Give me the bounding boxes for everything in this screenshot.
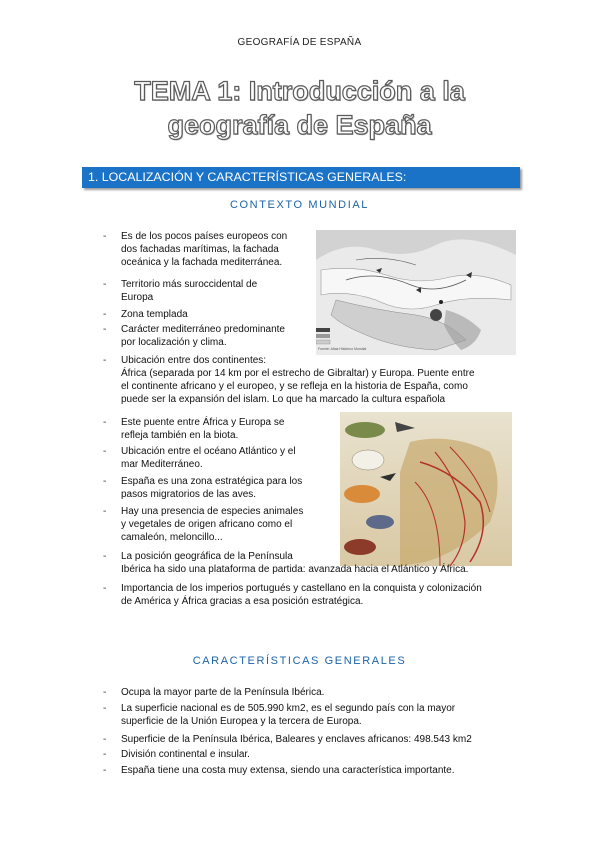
bullet-dash: - (103, 583, 107, 594)
map-source-caption: Fuente: Atlas Histórico Mundial (318, 347, 367, 351)
subtitle-contexto-mundial: CONTEXTO MUNDIAL (229, 199, 370, 211)
bird-migration-illustration (340, 412, 512, 566)
bullet-dash: - (103, 734, 107, 745)
bullet-dash: - (103, 324, 107, 335)
bullet-imperios: Importancia de los imperios portugués y castellano en la conquista y colonización de América y África gracias a esa posición estratégica. (121, 583, 482, 607)
bullet-division: División continental e insular. (121, 749, 250, 760)
bullet-territorio: Territorio más suroccidental de Europa (121, 279, 258, 303)
bullet-dash: - (103, 506, 107, 517)
bullet-dash: - (103, 309, 107, 320)
bullet-dash: - (103, 279, 107, 290)
bullet-plataforma-partida: La posición geográfica de la Península Ibérica ha sido una plataforma de partida: avanzada hacia el Atlántico y África. (121, 551, 469, 575)
title-line-1: TEMA 1: Introducción a la (134, 76, 465, 106)
page-header: GEOGRAFÍA DE ESPAÑA (237, 37, 362, 48)
bullet-dash: - (103, 476, 107, 487)
bullet-dash: - (103, 446, 107, 457)
bullet-especies-africanas: Hay una presencia de especies animales y vegetales de origen africano como el camaleón, meloncillo... (121, 506, 304, 543)
bullet-superficie-peninsula: Superficie de la Península Ibérica, Baleares y enclaves africanos: 498.543 km2 (121, 734, 472, 745)
bullet-zona-templada: Zona templada (121, 309, 188, 320)
bullet-dash: - (103, 355, 107, 366)
bullet-dash: - (103, 749, 107, 760)
bullet-dash: - (103, 703, 107, 714)
subtitle-caracteristicas-generales: CARACTERÍSTICAS GENERALES (192, 655, 407, 667)
title-line-2: geografía de España (167, 110, 432, 140)
bullet-dash: - (103, 231, 107, 242)
bullet-caracter-mediterraneo: Carácter mediterráneo predominante por localización y clima. (121, 324, 285, 348)
bullet-ubicacion-continentes: Ubicación entre dos continentes: África (separada por 14 km por el estrecho de Gibraltar) y Europa. Puente entre el continente africano y el europeo, y se refleja en la historia de España, como puede ser la expansión del islam. Lo que ha marcado la cultura española (121, 355, 475, 405)
bullet-dash: - (103, 551, 107, 562)
bullet-dash: - (103, 765, 107, 776)
historical-map-image (316, 230, 516, 355)
bullet-costa: España tiene una costa muy extensa, siendo una característica importante. (121, 765, 455, 776)
bullet-dash: - (103, 687, 107, 698)
bullet-dash: - (103, 417, 107, 428)
page-title (40, 74, 559, 142)
bullet-peninsula: Ocupa la mayor parte de la Península Ibérica. (121, 687, 325, 698)
bullet-puente-biota: Este puente entre África y Europa se refleja también en la biota. (121, 417, 285, 441)
bullet-fachadas: Es de los pocos países europeos con dos fachadas marítimas, la fachada oceánica y la fachada mediterránea. (121, 231, 288, 268)
bullet-aves-migratorias: España es una zona estratégica para los pasos migratorios de las aves. (121, 476, 303, 500)
section-heading-localizacion: 1. LOCALIZACIÓN Y CARACTERÍSTICAS GENERALES: (82, 167, 520, 188)
bullet-superficie-nacional: La superficie nacional es de 505.990 km2, es el segundo país con la mayor superficie de la Unión Europea y la tercera de Europa. (121, 703, 456, 727)
bullet-oceano-mar: Ubicación entre el océano Atlántico y el mar Mediterráneo. (121, 446, 296, 470)
